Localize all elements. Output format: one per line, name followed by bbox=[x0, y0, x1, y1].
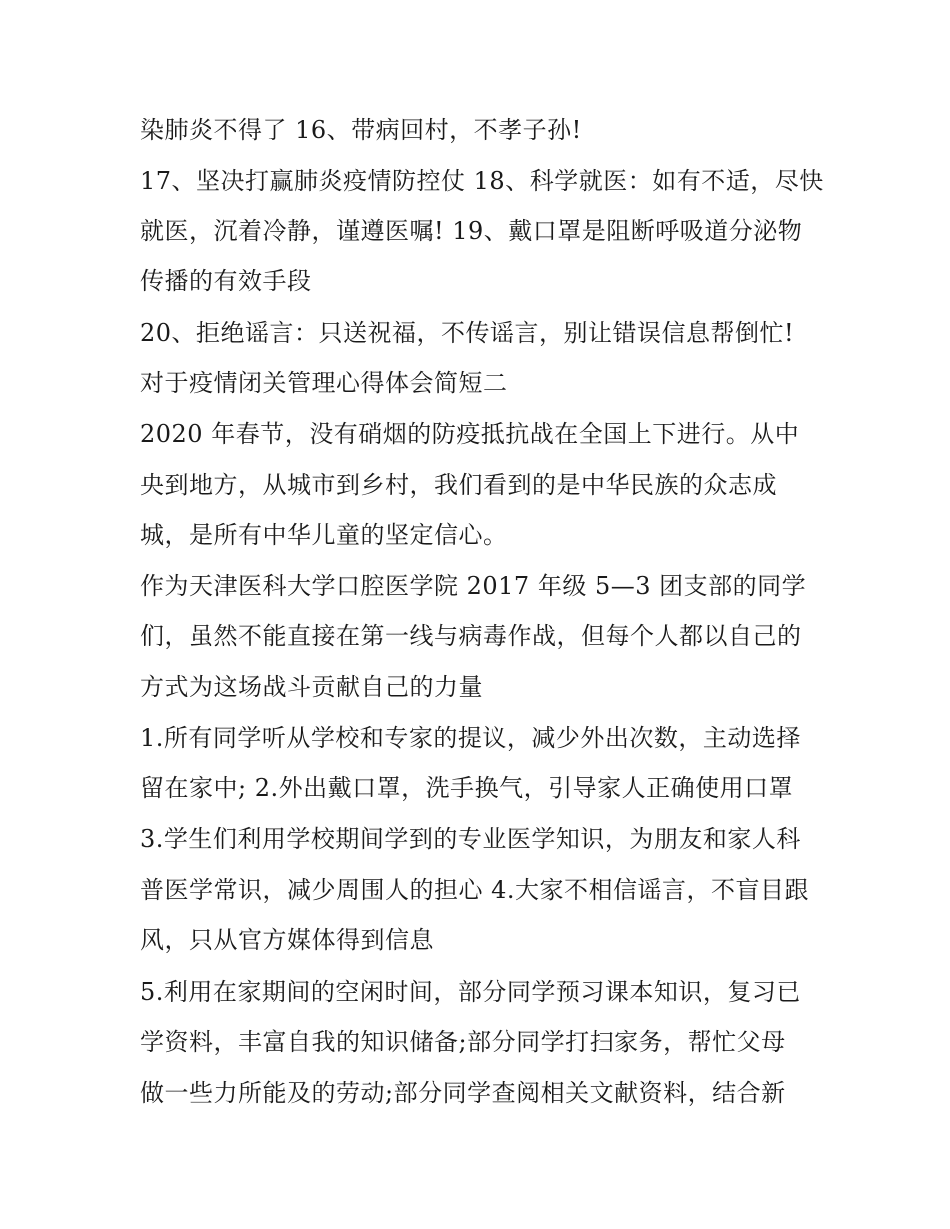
text-line: 2020 年春节，没有硝烟的防疫抵抗战在全国上下进行。从中 bbox=[140, 420, 800, 448]
text-line: 风，只从官方媒体得到信息 bbox=[140, 926, 434, 954]
text-line: 普医学常识，减少周围人的担心 4.大家不相信谣言，不盲目跟 bbox=[140, 876, 810, 904]
text-line: 城，是所有中华儿童的坚定信心。 bbox=[140, 521, 508, 549]
section-heading: 对于疫情闭关管理心得体会简短二 bbox=[140, 369, 508, 397]
text-line: 们，虽然不能直接在第一线与病毒作战，但每个人都以自己的 bbox=[140, 622, 802, 650]
text-line: 17、坚决打赢肺炎疫情防控仗 18、科学就医：如有不适，尽快 bbox=[140, 167, 824, 195]
text-line: 20、拒绝谣言：只送祝福，不传谣言，别让错误信息帮倒忙! bbox=[140, 319, 795, 347]
text-line: 央到地方，从城市到乡村，我们看到的是中华民族的众志成 bbox=[140, 471, 777, 499]
text-line: 就医，沉着冷静，谨遵医嘱! 19、戴口罩是阻断呼吸道分泌物 bbox=[140, 217, 803, 245]
text-line: 3.学生们利用学校期间学到的专业医学知识，为朋友和家人科 bbox=[140, 825, 801, 853]
text-line: 作为天津医科大学口腔医学院 2017 年级 5—3 团支部的同学 bbox=[140, 572, 807, 600]
text-line: 传播的有效手段 bbox=[140, 267, 312, 295]
text-line: 方式为这场战斗贡献自己的力量 bbox=[140, 673, 483, 701]
text-line: 染肺炎不得了 16、带病回村，不孝子孙! bbox=[140, 116, 582, 144]
text-line: 留在家中; 2.外出戴口罩，洗手换气，引导家人正确使用口罩 bbox=[140, 774, 794, 802]
text-line: 5.利用在家期间的空闲时间，部分同学预习课本知识，复习已 bbox=[140, 978, 801, 1006]
text-line: 做一些力所能及的劳动;部分同学查阅相关文献资料，结合新 bbox=[140, 1079, 786, 1107]
text-line: 学资料，丰富自我的知识储备;部分同学打扫家务，帮忙父母 bbox=[140, 1028, 786, 1056]
text-line: 1.所有同学听从学校和专家的提议，减少外出次数，主动选择 bbox=[140, 724, 801, 752]
